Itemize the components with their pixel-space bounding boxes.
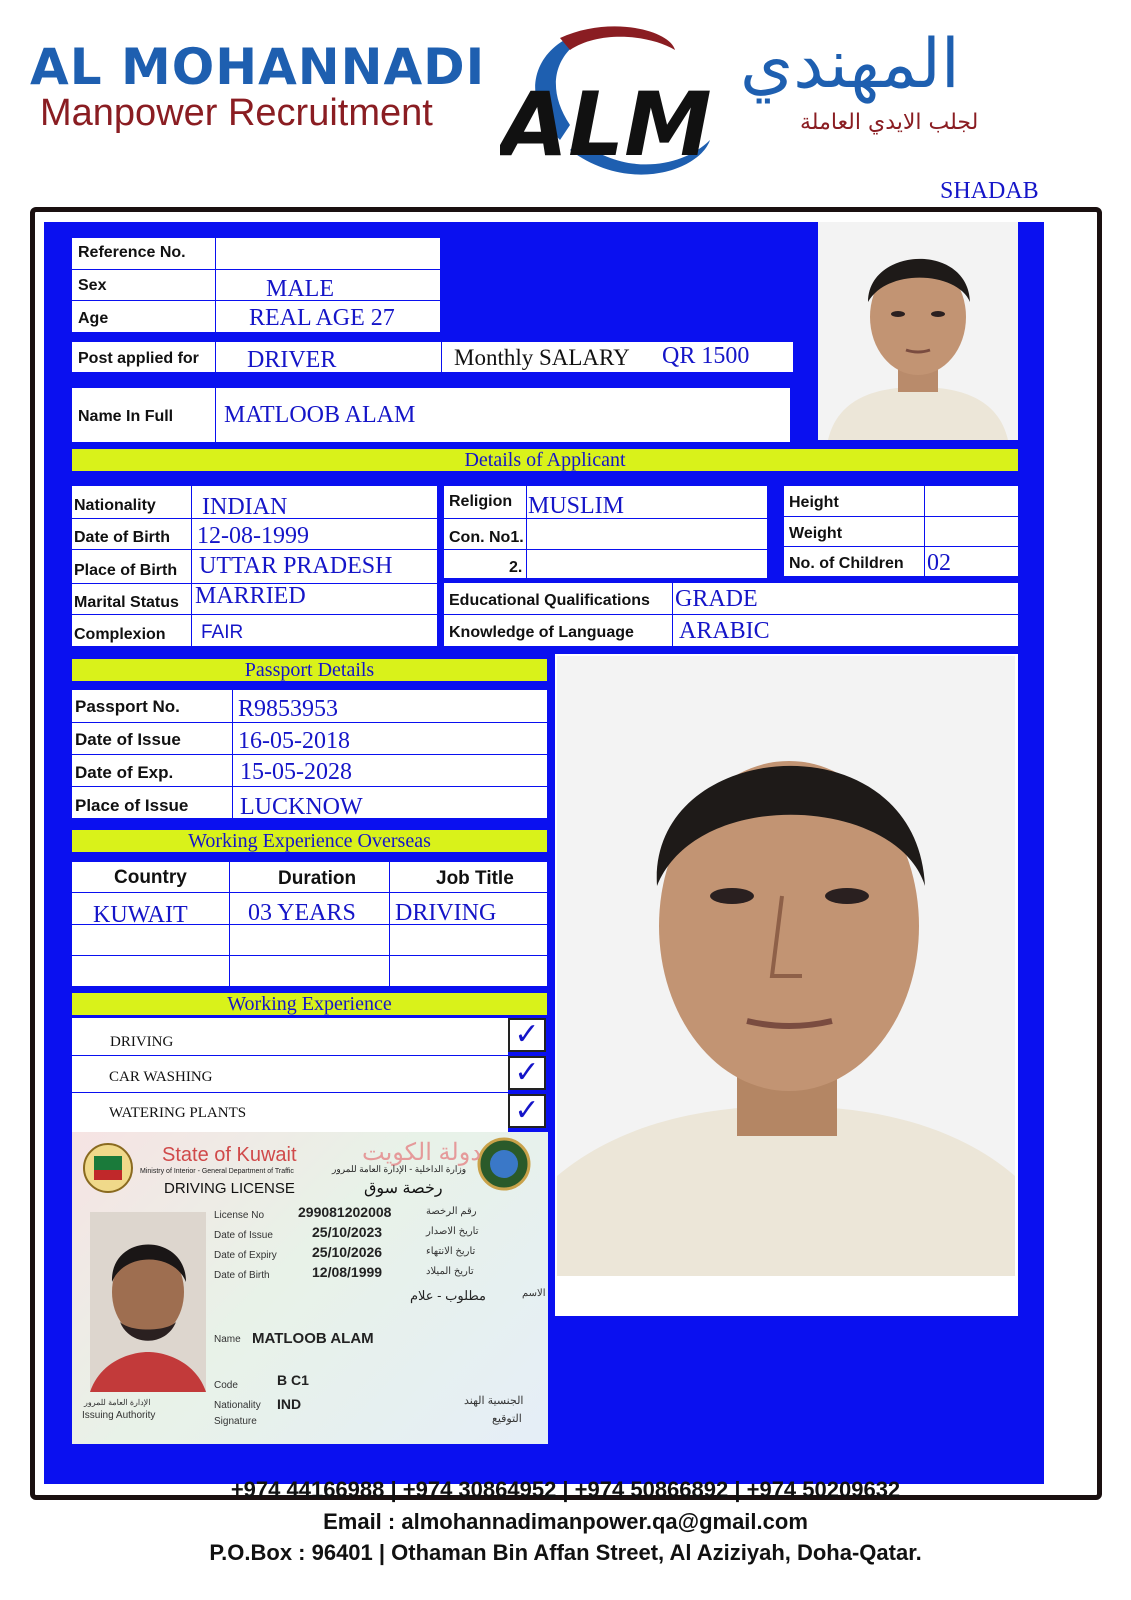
logo-text: ALM — [500, 73, 712, 176]
complexion-value: FAIR — [201, 622, 244, 643]
height-label: Height — [789, 494, 839, 511]
driving-license-image — [72, 1132, 548, 1444]
license-signature-arabic: التوقيع — [492, 1413, 522, 1425]
children-value: 02 — [927, 550, 951, 576]
brand-subtitle: Manpower Recruitment — [40, 92, 433, 134]
sex-value: MALE — [266, 276, 334, 302]
applicant-photo-large — [557, 656, 1015, 1276]
complexion-label: Complexion — [74, 626, 166, 643]
post-value: DRIVER — [247, 347, 337, 373]
license-expiry-label: Date of Expiry — [214, 1250, 277, 1261]
reference-label: Reference No. — [78, 244, 186, 261]
language-value: ARABIC — [679, 618, 770, 644]
dob-value: 12-08-1999 — [197, 523, 309, 549]
education-value: GRADE — [675, 586, 758, 612]
name-row — [72, 388, 790, 442]
passport-place-label: Place of Issue — [75, 796, 189, 815]
footer-phones: +974 44166988 | +974 30864952 | +974 50866892 | +974 50209632 — [230, 1477, 901, 1502]
license-nationality-arabic: الجنسية الهند — [464, 1395, 524, 1407]
nationality-label: Nationality — [74, 497, 156, 514]
license-expiry-arabic: تاريخ الانتهاء — [426, 1246, 476, 1257]
marital-value: MARRIED — [195, 583, 306, 609]
overseas-duration: 03 YEARS — [248, 900, 356, 926]
religion-label: Religion — [449, 493, 513, 510]
kuwait-emblem-icon — [80, 1140, 136, 1200]
footer-address: P.O.Box : 96401 | Othaman Bin Affan Street, Al Aziziyah, Doha-Qatar. — [209, 1540, 922, 1565]
experience-item-1: DRIVING — [110, 1034, 174, 1050]
license-title-arabic: رخصة سوق — [364, 1180, 443, 1197]
license-dob-label: Date of Birth — [214, 1270, 270, 1281]
passport-exp-label: Date of Exp. — [75, 763, 174, 782]
license-no-value: 299081202008 — [298, 1204, 392, 1220]
license-name-arabic: مطلوب - علام — [410, 1288, 487, 1303]
license-signature-label: Signature — [214, 1416, 257, 1427]
age-label: Age — [78, 310, 109, 327]
post-label: Post applied for — [78, 350, 199, 367]
experience-item-2: CAR WASHING — [109, 1069, 213, 1085]
experience-item-3: WATERING PLANTS — [109, 1105, 247, 1121]
overseas-header-duration: Duration — [278, 868, 357, 889]
license-expiry-value: 25/10/2026 — [312, 1244, 383, 1260]
experience-check-1-icon: ✓ — [508, 1018, 546, 1052]
passport-issue-value: 16-05-2018 — [238, 728, 350, 754]
age-value: REAL AGE 27 — [249, 305, 395, 331]
passport-no-label: Passport No. — [75, 697, 180, 716]
passport-no-value: R9853953 — [238, 696, 339, 722]
passport-exp-value: 15-05-2028 — [240, 759, 352, 785]
dob-label: Date of Birth — [74, 529, 170, 546]
license-dob-arabic: تاريخ الميلاد — [426, 1266, 474, 1277]
passport-section-title: Passport Details — [72, 659, 547, 681]
license-name-label: Name — [214, 1334, 241, 1345]
overseas-section-title: Working Experience Overseas — [72, 830, 547, 852]
gcc-emblem-icon — [476, 1136, 532, 1192]
salary-value: QR 1500 — [662, 343, 750, 369]
experience-section-title: Working Experience — [72, 993, 547, 1015]
license-title: DRIVING LICENSE — [164, 1180, 295, 1197]
overseas-country: KUWAIT — [93, 902, 188, 928]
pob-value: UTTAR PRADESH — [199, 553, 393, 579]
experience-check-2-icon: ✓ — [508, 1056, 546, 1090]
license-ministry-arabic: وزارة الداخلية - الإدارة العامة للمرور — [332, 1164, 467, 1174]
license-state: State of Kuwait — [162, 1144, 297, 1166]
brand-name: AL MOHANNADI — [30, 38, 486, 96]
passport-place-value: LUCKNOW — [240, 794, 363, 820]
company-logo — [500, 20, 730, 185]
salary-label: Monthly SALARY — [454, 345, 630, 370]
license-code-value: B C1 — [277, 1372, 309, 1388]
license-name-arabic-label: الاسم — [522, 1288, 546, 1299]
license-authority-arabic: الإدارة العامة للمرور — [84, 1398, 151, 1407]
license-name-value: MATLOOB ALAM — [252, 1330, 374, 1347]
contact2-label: 2. — [509, 559, 523, 576]
license-authority: Issuing Authority — [82, 1410, 156, 1421]
religion-value: MUSLIM — [528, 493, 625, 519]
education-label: Educational Qualifications — [449, 592, 650, 609]
license-no-label: License No — [214, 1210, 265, 1221]
agent-name: SHADAB — [940, 178, 1039, 204]
license-issue-label: Date of Issue — [214, 1230, 273, 1241]
nationality-value: INDIAN — [202, 494, 288, 520]
overseas-header-country: Country — [114, 867, 187, 888]
brand-subtitle-arabic: لجلب الايدي العاملة — [800, 110, 979, 135]
weight-label: Weight — [789, 525, 843, 542]
marital-label: Marital Status — [74, 594, 179, 611]
overseas-header-job: Job Title — [436, 868, 514, 889]
pob-label: Place of Birth — [74, 562, 178, 579]
details-section-title: Details of Applicant — [72, 449, 1018, 471]
passport-issue-label: Date of Issue — [75, 730, 181, 749]
license-issue-arabic: تاريخ الاصدار — [426, 1226, 479, 1237]
brand-name-arabic: المهندي — [740, 25, 960, 104]
license-photo — [90, 1212, 206, 1392]
license-ministry: Ministry of Interior - General Department of Traffic — [140, 1168, 294, 1175]
footer-email: Email : almohannadimanpower.qa@gmail.com — [323, 1509, 808, 1534]
license-state-arabic: دولة الكويت — [362, 1139, 482, 1166]
logo-swoosh-icon — [500, 20, 730, 185]
overseas-job: DRIVING — [395, 900, 497, 926]
license-code-label: Code — [214, 1380, 238, 1391]
name-label: Name In Full — [78, 408, 174, 425]
license-nationality-value: IND — [277, 1396, 302, 1412]
applicant-photo-small — [818, 222, 1018, 440]
license-nationality-label: Nationality — [214, 1400, 261, 1411]
license-issue-value: 25/10/2023 — [312, 1224, 383, 1240]
contact1-label: Con. No1. — [449, 529, 524, 546]
license-dob-value: 12/08/1999 — [312, 1264, 383, 1280]
children-label: No. of Children — [789, 555, 904, 572]
name-value: MATLOOB ALAM — [224, 402, 416, 428]
experience-check-3-icon: ✓ — [508, 1094, 546, 1128]
language-label: Knowledge of Language — [449, 624, 634, 641]
license-no-arabic: رقم الرخصة — [426, 1206, 477, 1217]
sex-label: Sex — [78, 277, 107, 294]
